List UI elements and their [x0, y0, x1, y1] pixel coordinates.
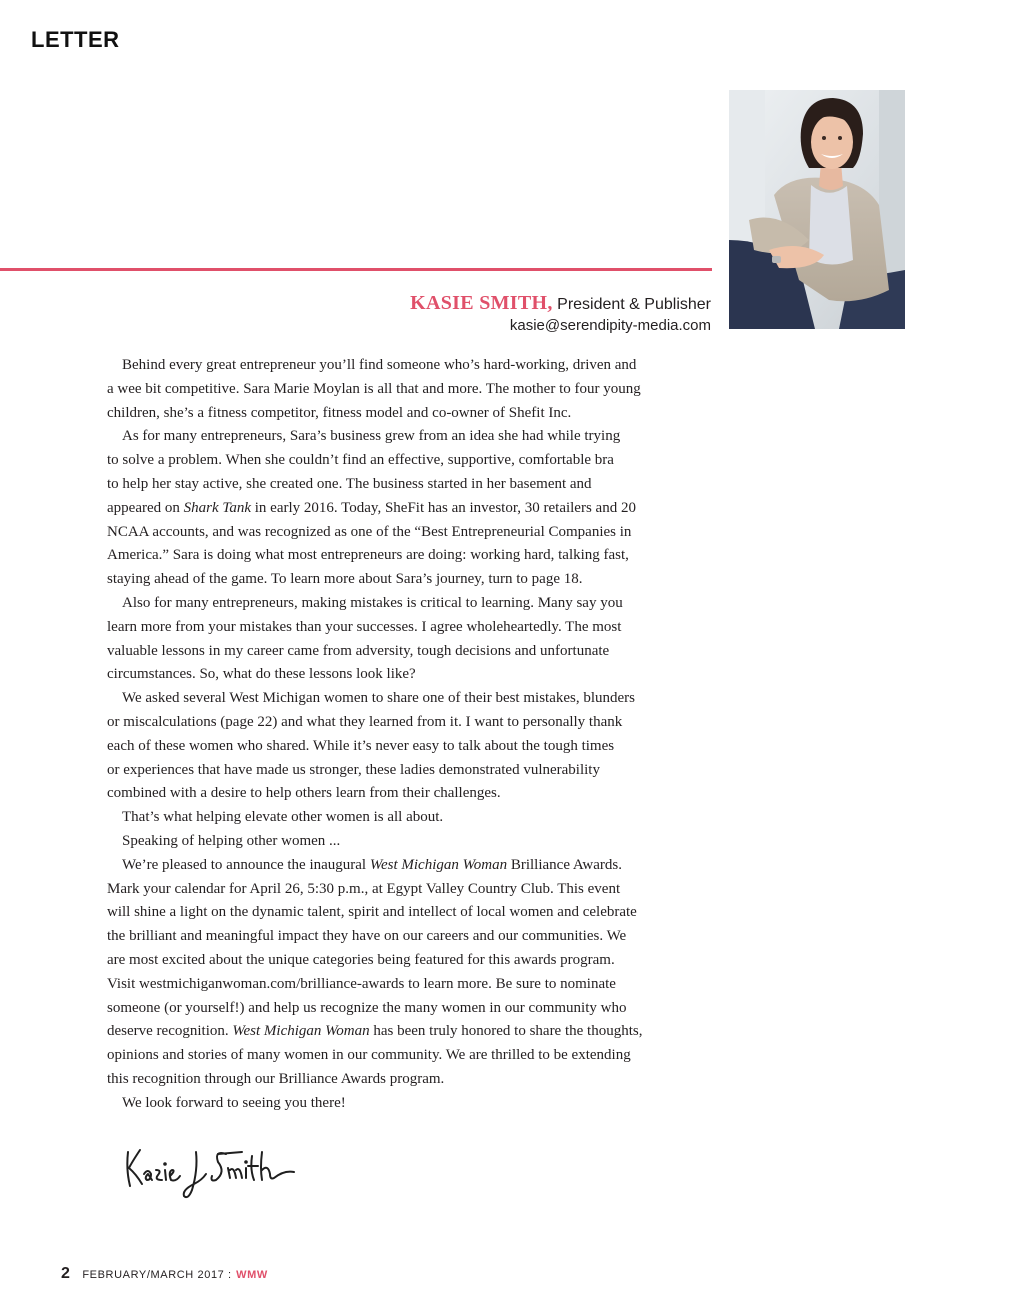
body-text-segment: Brilliance Awards.	[507, 856, 622, 873]
body-text-segment: the brilliant and meaningful impact they have on our careers and our communities. We	[107, 928, 627, 945]
body-line	[107, 973, 727, 997]
body-line	[107, 497, 727, 521]
body-text-segment: As for many entrepreneurs, Sara’s business grew from an idea she had while trying	[122, 428, 621, 445]
body-line	[107, 425, 727, 449]
body-text-segment: valuable lessons in my career came from adversity, tough decisions and unfortunate	[107, 642, 610, 659]
author-photo	[729, 90, 905, 329]
author-email[interactable]: kasie@serendipity-media.com	[509, 317, 711, 334]
body-line	[107, 1068, 727, 1092]
body-line	[107, 544, 727, 568]
body-line	[107, 402, 727, 426]
body-line	[107, 925, 727, 949]
body-line	[107, 901, 727, 925]
italic-title: Shark Tank	[183, 499, 252, 516]
byline	[410, 292, 711, 334]
body-text-segment: circumstances. So, what do these lessons look like?	[107, 666, 416, 683]
body-text-segment: staying ahead of the game. To learn more about Sara’s journey, turn to page 18.	[107, 571, 583, 588]
body-text-segment: We asked several West Michigan women to share one of their best mistakes, blunders	[122, 690, 636, 707]
body-line	[107, 735, 727, 759]
body-text-segment: someone (or yourself!) and help us recognize the many women in our community who	[107, 999, 627, 1016]
body-text-segment: or miscalculations (page 22) and what they learned from it. I want to personally thank	[107, 713, 623, 730]
body-line	[107, 592, 727, 616]
body-text-segment: this recognition through our Brilliance Awards program.	[107, 1070, 445, 1087]
body-text-segment: opinions and stories of many women in our community. We are thrilled to be extending	[107, 1047, 631, 1064]
body-text-segment: Visit westmichiganwoman.com/brilliance-awards to learn more. Be sure to nominate	[107, 975, 616, 992]
body-line	[107, 1092, 727, 1116]
body-text-segment: We’re pleased to announce the inaugural	[122, 856, 370, 873]
body-line	[107, 521, 727, 545]
body-line	[107, 640, 727, 664]
body-text-segment: Also for many entrepreneurs, making mistakes is critical to learning. Many say you	[122, 594, 623, 611]
body-line	[107, 782, 727, 806]
body-text-segment: Speaking of helping other women ...	[122, 832, 341, 849]
body-line	[107, 473, 727, 497]
body-line	[107, 949, 727, 973]
page-footer	[61, 1265, 268, 1283]
body-text-segment: will shine a light on the dynamic talent, spirit and intellect of local women and celebrate	[107, 904, 637, 921]
body-text-segment: Mark your calendar for April 26, 5:30 p.m., at Egypt Valley Country Club. This event	[107, 880, 621, 897]
body-line	[107, 354, 727, 378]
body-text-segment: to help her stay active, she created one. The business started in her basement and	[107, 475, 592, 492]
body-text-segment: We look forward to seeing you there!	[122, 1094, 346, 1111]
body-text-segment: combined with a desire to help others learn from their challenges.	[107, 785, 501, 802]
signature	[118, 1140, 303, 1204]
body-line	[107, 878, 727, 902]
body-text-segment: each of these women who shared. While it’s never easy to talk about the tough times	[107, 737, 615, 754]
body-text-segment: NCAA accounts, and was recognized as one of the “Best Entrepreneurial Companies in	[107, 523, 632, 540]
page-number: 2	[61, 1265, 70, 1282]
body-line	[107, 830, 727, 854]
letter-body	[107, 354, 727, 1116]
body-line	[107, 568, 727, 592]
body-line	[107, 997, 727, 1021]
body-text-segment: to solve a problem. When she couldn’t find an effective, supportive, comfortable bra	[107, 452, 614, 469]
author-name: KASIE SMITH,	[410, 292, 553, 314]
body-text-segment: America.” Sara is doing what most entrepreneurs are doing: working hard, talking fast,	[107, 547, 629, 564]
body-line	[107, 378, 727, 402]
issue-date: FEBRUARY/MARCH 2017 :	[82, 1269, 232, 1281]
body-line	[107, 449, 727, 473]
body-text-segment: has been truly honored to share the thoughts,	[369, 1023, 643, 1040]
body-text-segment: learn more from your mistakes than your successes. I agree wholeheartedly. The most	[107, 618, 622, 635]
magazine-brand: WMW	[236, 1269, 268, 1281]
body-text-segment: in early 2016. Today, SheFit has an investor, 30 retailers and 20	[251, 499, 636, 516]
body-line	[107, 687, 727, 711]
body-line	[107, 1020, 727, 1044]
section-label: LETTER	[31, 27, 120, 52]
body-text-segment: deserve recognition.	[107, 1023, 233, 1040]
body-line	[107, 711, 727, 735]
body-line	[107, 806, 727, 830]
body-line	[107, 663, 727, 687]
body-text-segment: Behind every great entrepreneur you’ll find someone who’s hard-working, driven and	[122, 357, 637, 373]
body-text-segment: That’s what helping elevate other women is all about.	[122, 809, 444, 826]
body-text-segment: or experiences that have made us stronger, these ladies demonstrated vulnerability	[107, 761, 600, 778]
body-text-segment: are most excited about the unique categories being featured for this awards program.	[107, 951, 615, 968]
italic-title: West Michigan Woman	[369, 856, 508, 873]
body-text-segment: a wee bit competitive. Sara Marie Moylan is all that and more. The mother to four young	[107, 380, 641, 397]
header-rule	[0, 268, 712, 271]
body-line	[107, 854, 727, 878]
body-line	[107, 1044, 727, 1068]
italic-title: West Michigan Woman	[232, 1023, 370, 1040]
body-line	[107, 616, 727, 640]
author-role: President & Publisher	[557, 296, 711, 313]
body-text-segment: appeared on	[107, 499, 184, 516]
body-line	[107, 759, 727, 783]
body-text-segment: children, she’s a fitness competitor, fitness model and co-owner of Shefit Inc.	[107, 404, 572, 421]
